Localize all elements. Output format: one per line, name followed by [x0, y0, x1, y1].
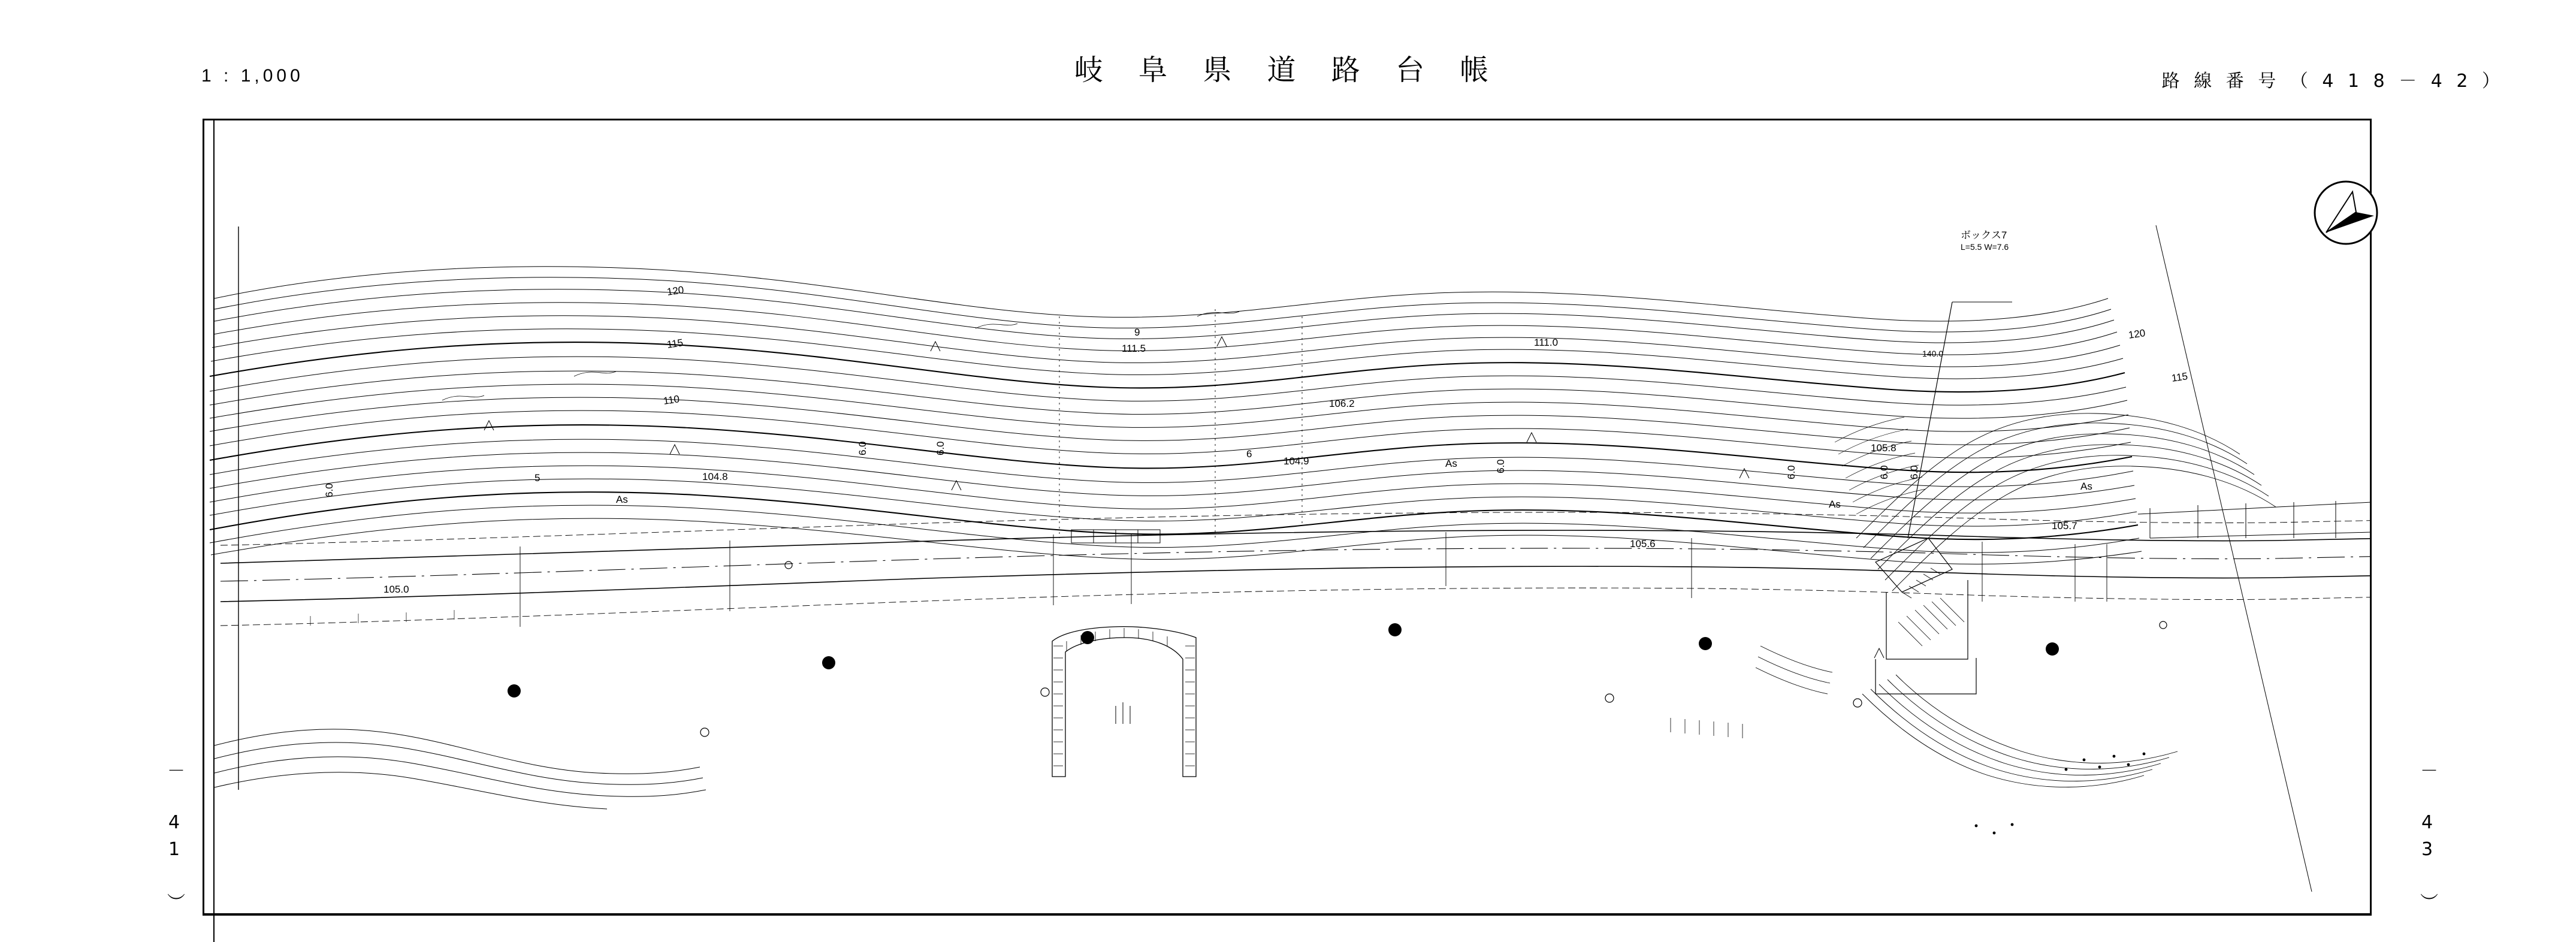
- misc-label: 6: [1246, 448, 1252, 460]
- contour-label: 120: [666, 284, 685, 298]
- route-number-label: 路 線 番 号 （ 4 1 8 － 4 2 ）: [2161, 71, 2504, 92]
- pavement-label: As: [2080, 481, 2092, 492]
- spot-height-label: 106.2: [1329, 398, 1355, 409]
- spot-height-label: 9: [1134, 327, 1140, 338]
- width-label: 6.0: [1495, 459, 1506, 473]
- page-ref-left: － 41 ）: [164, 761, 185, 917]
- width-label: 6.0: [1908, 465, 1920, 479]
- north-arrow-icon: [2301, 168, 2391, 258]
- misc-label: 5: [534, 472, 540, 484]
- structure-note-line2: L=5.5 W=7.6: [1961, 242, 2009, 252]
- structure-note-line1: ボックス7: [1961, 230, 2007, 241]
- page-title: 岐 阜 県 道 路 台 帳: [1074, 53, 1502, 87]
- spot-height-label: 105.6: [1630, 538, 1656, 550]
- pavement-label: As: [1829, 499, 1841, 510]
- contour-label: 111.5: [1122, 343, 1146, 354]
- spot-height-label: 140.0: [1922, 349, 1944, 358]
- pavement-label: As: [616, 494, 628, 505]
- contour-label: 115: [666, 337, 684, 351]
- spot-height-label: 105.8: [1871, 442, 1896, 454]
- map-drawing-area: [203, 119, 2372, 916]
- contour-label: 110: [662, 393, 681, 407]
- page-ref-right: － 43 ）: [2417, 761, 2438, 917]
- width-label: 6.0: [1786, 465, 1797, 479]
- survey-point-dots: [508, 623, 2059, 698]
- contour-label: 115: [2170, 370, 2189, 384]
- scale-label: 1 : 1,000: [201, 66, 304, 86]
- spot-height-label: 105.0: [383, 584, 409, 595]
- width-label: 6.0: [857, 441, 868, 455]
- contour-label: 111.0: [1534, 337, 1559, 348]
- width-label: 6.0: [935, 441, 946, 455]
- spot-height-label: 104.9: [1284, 455, 1309, 467]
- contour-label: 120: [2127, 327, 2146, 341]
- width-label: 6.0: [1879, 465, 1890, 479]
- width-label: 6.0: [324, 483, 335, 497]
- spot-height-label: 105.7: [2052, 520, 2077, 532]
- pavement-label: As: [1445, 458, 1457, 469]
- spot-height-label: 104.8: [702, 471, 728, 482]
